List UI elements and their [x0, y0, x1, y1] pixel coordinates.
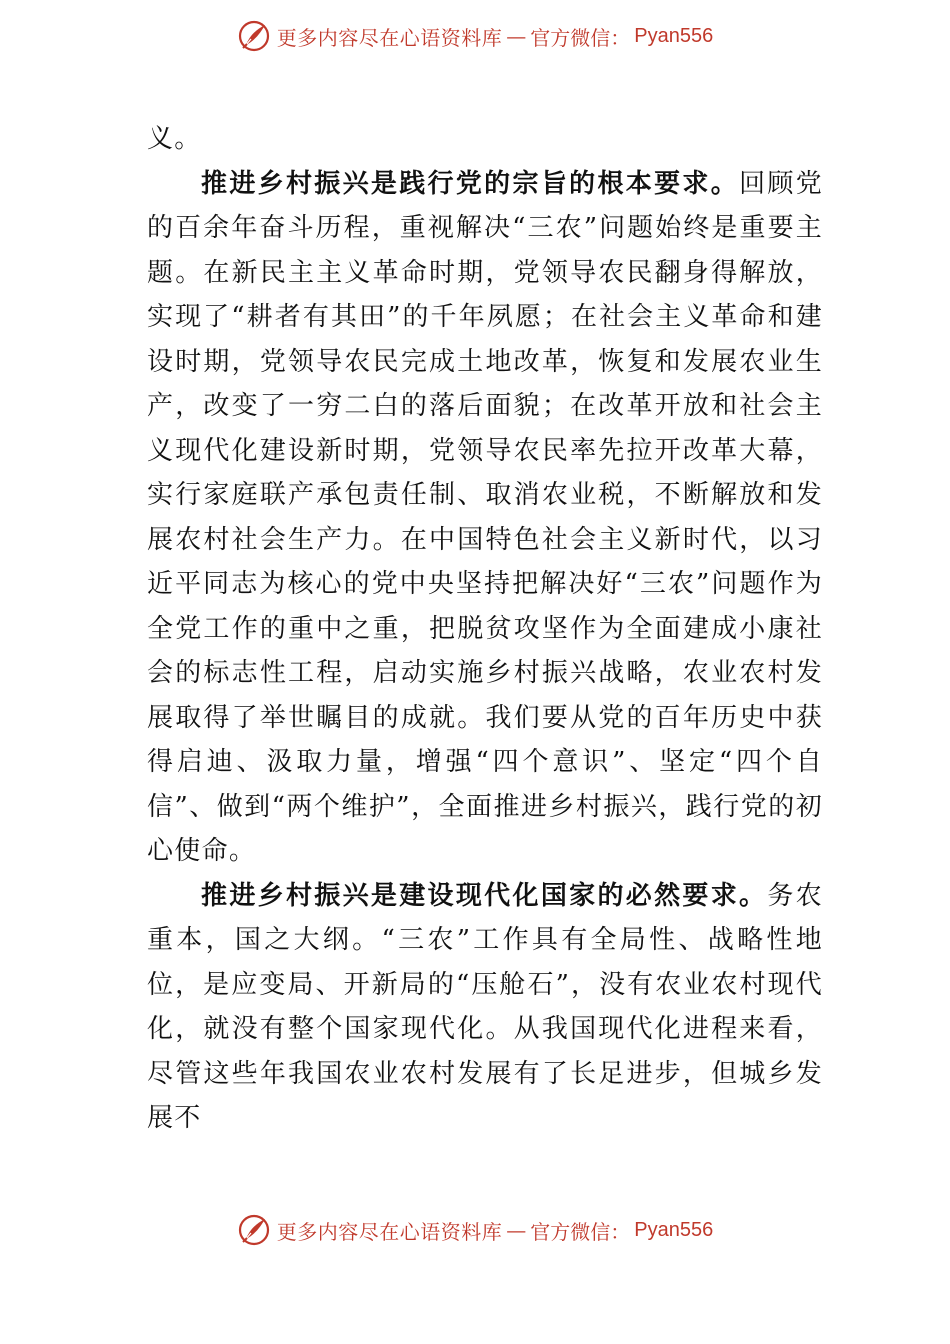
footer-separator: — [506, 1218, 527, 1242]
header-brand-text: 更多内容尽在心语资料库 [276, 25, 503, 50]
paragraph-body-text: 务农重本，国之大纲。“三农”工作具有全局性、战略性地位，是应变局、开新局的“压舱石”，没有农业农村现代化，就没有整个国家现代化。从我国现代化进程来看，尽管这些年我国农业农村发展有了长足进步，但城乡发展不 [147, 880, 823, 1133]
paragraph-body-text: 回顾党的百余年奋斗历程，重视解决“三农”问题始终是重要主题。在新民主主义革命时期，党领导农民翻身得解放，实现了“耕者有其田”的千年夙愿；在社会主义革命和建设时期，党领导农民完成土地改革，恢复和发展农业生产，改变了一穷二白的落后面貌；在改革开放和社会主义现代化建设新时期，党领导农民率先拉开改革大幕，实行家庭联产承包责任制、取消农业税，不断解放和发展农村社会生产力。在中国特色社会主义新时代，以习近平同志为核心的党中央坚持把解决好“三农”问题作为全党工作的重中之重，把脱贫攻坚作为全面建成小康社会的标志性工程，启动实施乡村振兴战略，农业农村发展取得了举世瞩目的成就。我们要从党的百年历史中获得启迪、汲取力量，增强“四个意识”、坚定“四个自信”、做到“两个维护”，全面推进乡村振兴，践行党的初心使命。 [147, 168, 823, 866]
header-wechat-label: 官方微信： [530, 25, 631, 50]
document-body [147, 117, 823, 1141]
paragraph-rural-revitalization-modernization [147, 874, 823, 1141]
header-separator: — [506, 24, 527, 48]
paragraph-fragment: 义。 [147, 124, 202, 154]
footer-banner [0, 1208, 950, 1252]
header-banner [0, 14, 950, 58]
quill-pen-logo-icon [237, 1213, 271, 1247]
footer-wechat-id: Pyan556 [634, 1218, 714, 1241]
header-wechat-id: Pyan556 [634, 24, 714, 47]
paragraph-lead-heading: 推进乡村振兴是践行党的宗旨的根本要求。 [201, 168, 740, 199]
quill-pen-logo-icon [237, 19, 271, 53]
footer-wechat-label: 官方微信： [530, 1219, 631, 1244]
paragraph-lead-heading: 推进乡村振兴是建设现代化国家的必然要求。 [201, 880, 768, 911]
footer-brand-text: 更多内容尽在心语资料库 [276, 1219, 503, 1244]
paragraph-rural-revitalization-mission [147, 162, 823, 874]
